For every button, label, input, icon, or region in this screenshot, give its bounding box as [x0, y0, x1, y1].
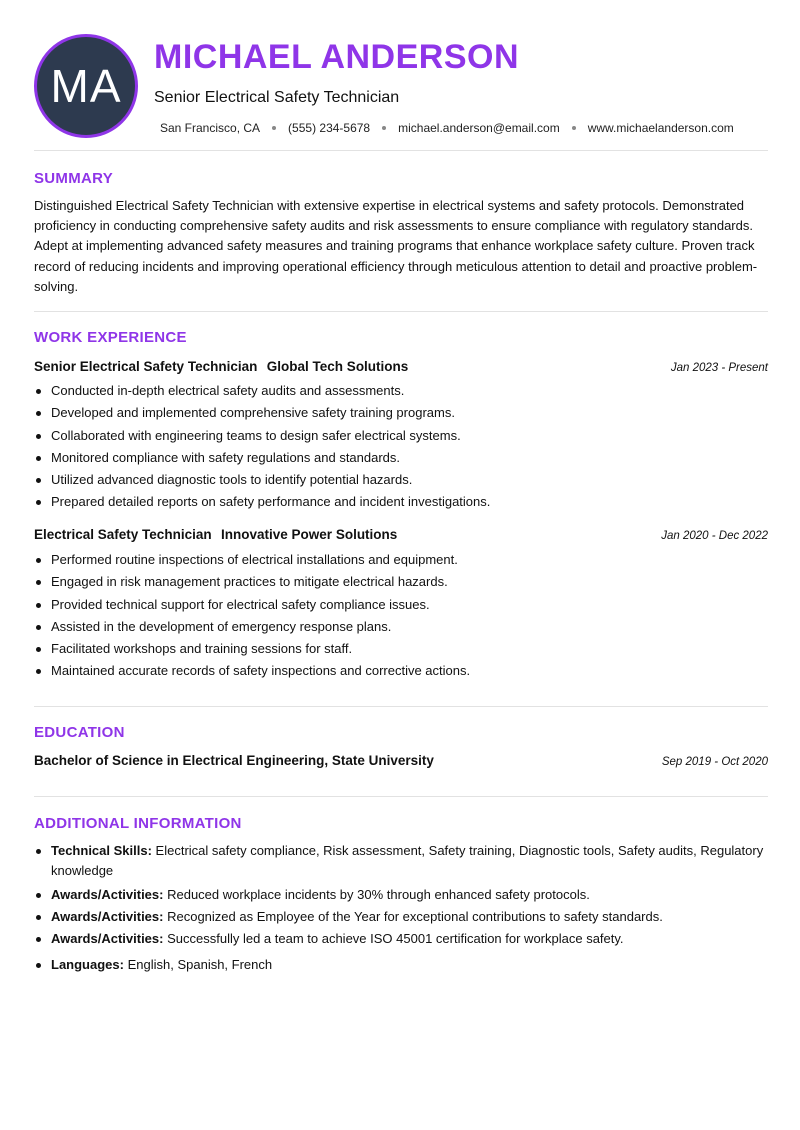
list-item: Provided technical support for electrical safety compliance issues. [34, 594, 768, 616]
section-divider [34, 150, 768, 151]
separator-dot [272, 126, 276, 130]
list-item: Collaborated with engineering teams to design safer electrical systems. [34, 425, 768, 447]
contact-phone: (555) 234-5678 [288, 121, 371, 135]
education-dates: Sep 2019 - Oct 2020 [661, 756, 768, 768]
list-item: Monitored compliance with safety regulations and standards. [34, 447, 768, 469]
additional-info-list [34, 841, 768, 975]
education-entry [34, 753, 768, 768]
job-company: Innovative Power Solutions [221, 527, 398, 542]
summary-text: Distinguished Electrical Safety Technician with extensive expertise in electrical systems and safety protocols. Demonstrated proficiency in conducting comprehensive safety audits and risk assessments to ensure compliance with regulatory standards. Adept at implementing advanced safety measures and training programs that enhance workplace safety culture. Proven track record of reducing incidents and improving operational efficiency through meticulous attention to detail and proactive problem-solving. [34, 198, 758, 294]
info-text: Successfully led a team to achieve ISO 45001 certification for workplace safety. [167, 931, 624, 946]
contact-line [160, 121, 734, 135]
list-item [34, 841, 768, 881]
job-title-company [34, 526, 397, 544]
info-label: Awards/Activities: [51, 931, 164, 946]
job-title-company [34, 358, 408, 376]
job-bullet-list [34, 549, 768, 683]
section-divider [34, 311, 768, 312]
contact-location: San Francisco, CA [160, 121, 261, 135]
job-bullet-list [34, 380, 768, 514]
list-item [34, 929, 768, 949]
list-item: Engaged in risk management practices to mitigate electrical hazards. [34, 571, 768, 593]
summary-heading: SUMMARY [34, 170, 114, 187]
list-item: Facilitated workshops and training sessions for staff. [34, 638, 768, 660]
list-item [34, 885, 768, 905]
job-dates: Jan 2020 - Dec 2022 [661, 530, 768, 542]
job-title: Electrical Safety Technician [34, 527, 212, 542]
additional-info-heading: ADDITIONAL INFORMATION [34, 815, 242, 832]
job-dates: Jan 2023 - Present [670, 362, 768, 374]
job-header [34, 358, 768, 376]
info-text: Recognized as Employee of the Year for exceptional contributions to safety standards. [167, 909, 663, 924]
info-text: Reduced workplace incidents by 30% through enhanced safety protocols. [167, 887, 590, 902]
info-text: Electrical safety compliance, Risk assessment, Safety training, Diagnostic tools, Safety audits, Regulatory knowledge [51, 843, 764, 878]
list-item: Utilized advanced diagnostic tools to identify potential hazards. [34, 469, 768, 491]
education-heading: EDUCATION [34, 724, 125, 741]
section-divider [34, 706, 768, 707]
separator-dot [572, 126, 576, 130]
section-divider [34, 796, 768, 797]
list-item: Assisted in the development of emergency response plans. [34, 616, 768, 638]
info-label: Awards/Activities: [51, 909, 164, 924]
list-item [34, 907, 768, 927]
list-item: Conducted in-depth electrical safety audits and assessments. [34, 380, 768, 402]
job-title: Senior Electrical Safety Technician [34, 359, 258, 374]
resume-header [34, 34, 768, 138]
avatar: MA [34, 34, 138, 138]
list-item: Developed and implemented comprehensive safety training programs. [34, 402, 768, 424]
degree: Bachelor of Science in Electrical Engineering, State University [34, 753, 434, 768]
list-item [34, 955, 768, 975]
separator-dot [382, 126, 386, 130]
work-experience-heading: WORK EXPERIENCE [34, 329, 187, 346]
info-label: Awards/Activities: [51, 887, 164, 902]
list-item: Prepared detailed reports on safety performance and incident investigations. [34, 491, 768, 513]
candidate-role: Senior Electrical Safety Technician [154, 89, 400, 106]
info-label: Languages: [51, 957, 124, 972]
candidate-name: MICHAEL ANDERSON [154, 38, 520, 76]
info-text: English, Spanish, French [127, 957, 273, 972]
job-header [34, 526, 768, 544]
contact-email[interactable]: michael.anderson@email.com [398, 121, 560, 135]
contact-website[interactable]: www.michaelanderson.com [587, 121, 734, 135]
list-item: Performed routine inspections of electrical installations and equipment. [34, 549, 768, 571]
info-label: Technical Skills: [51, 843, 152, 858]
job-company: Global Tech Solutions [266, 359, 409, 374]
list-item: Maintained accurate records of safety inspections and corrective actions. [34, 660, 768, 682]
